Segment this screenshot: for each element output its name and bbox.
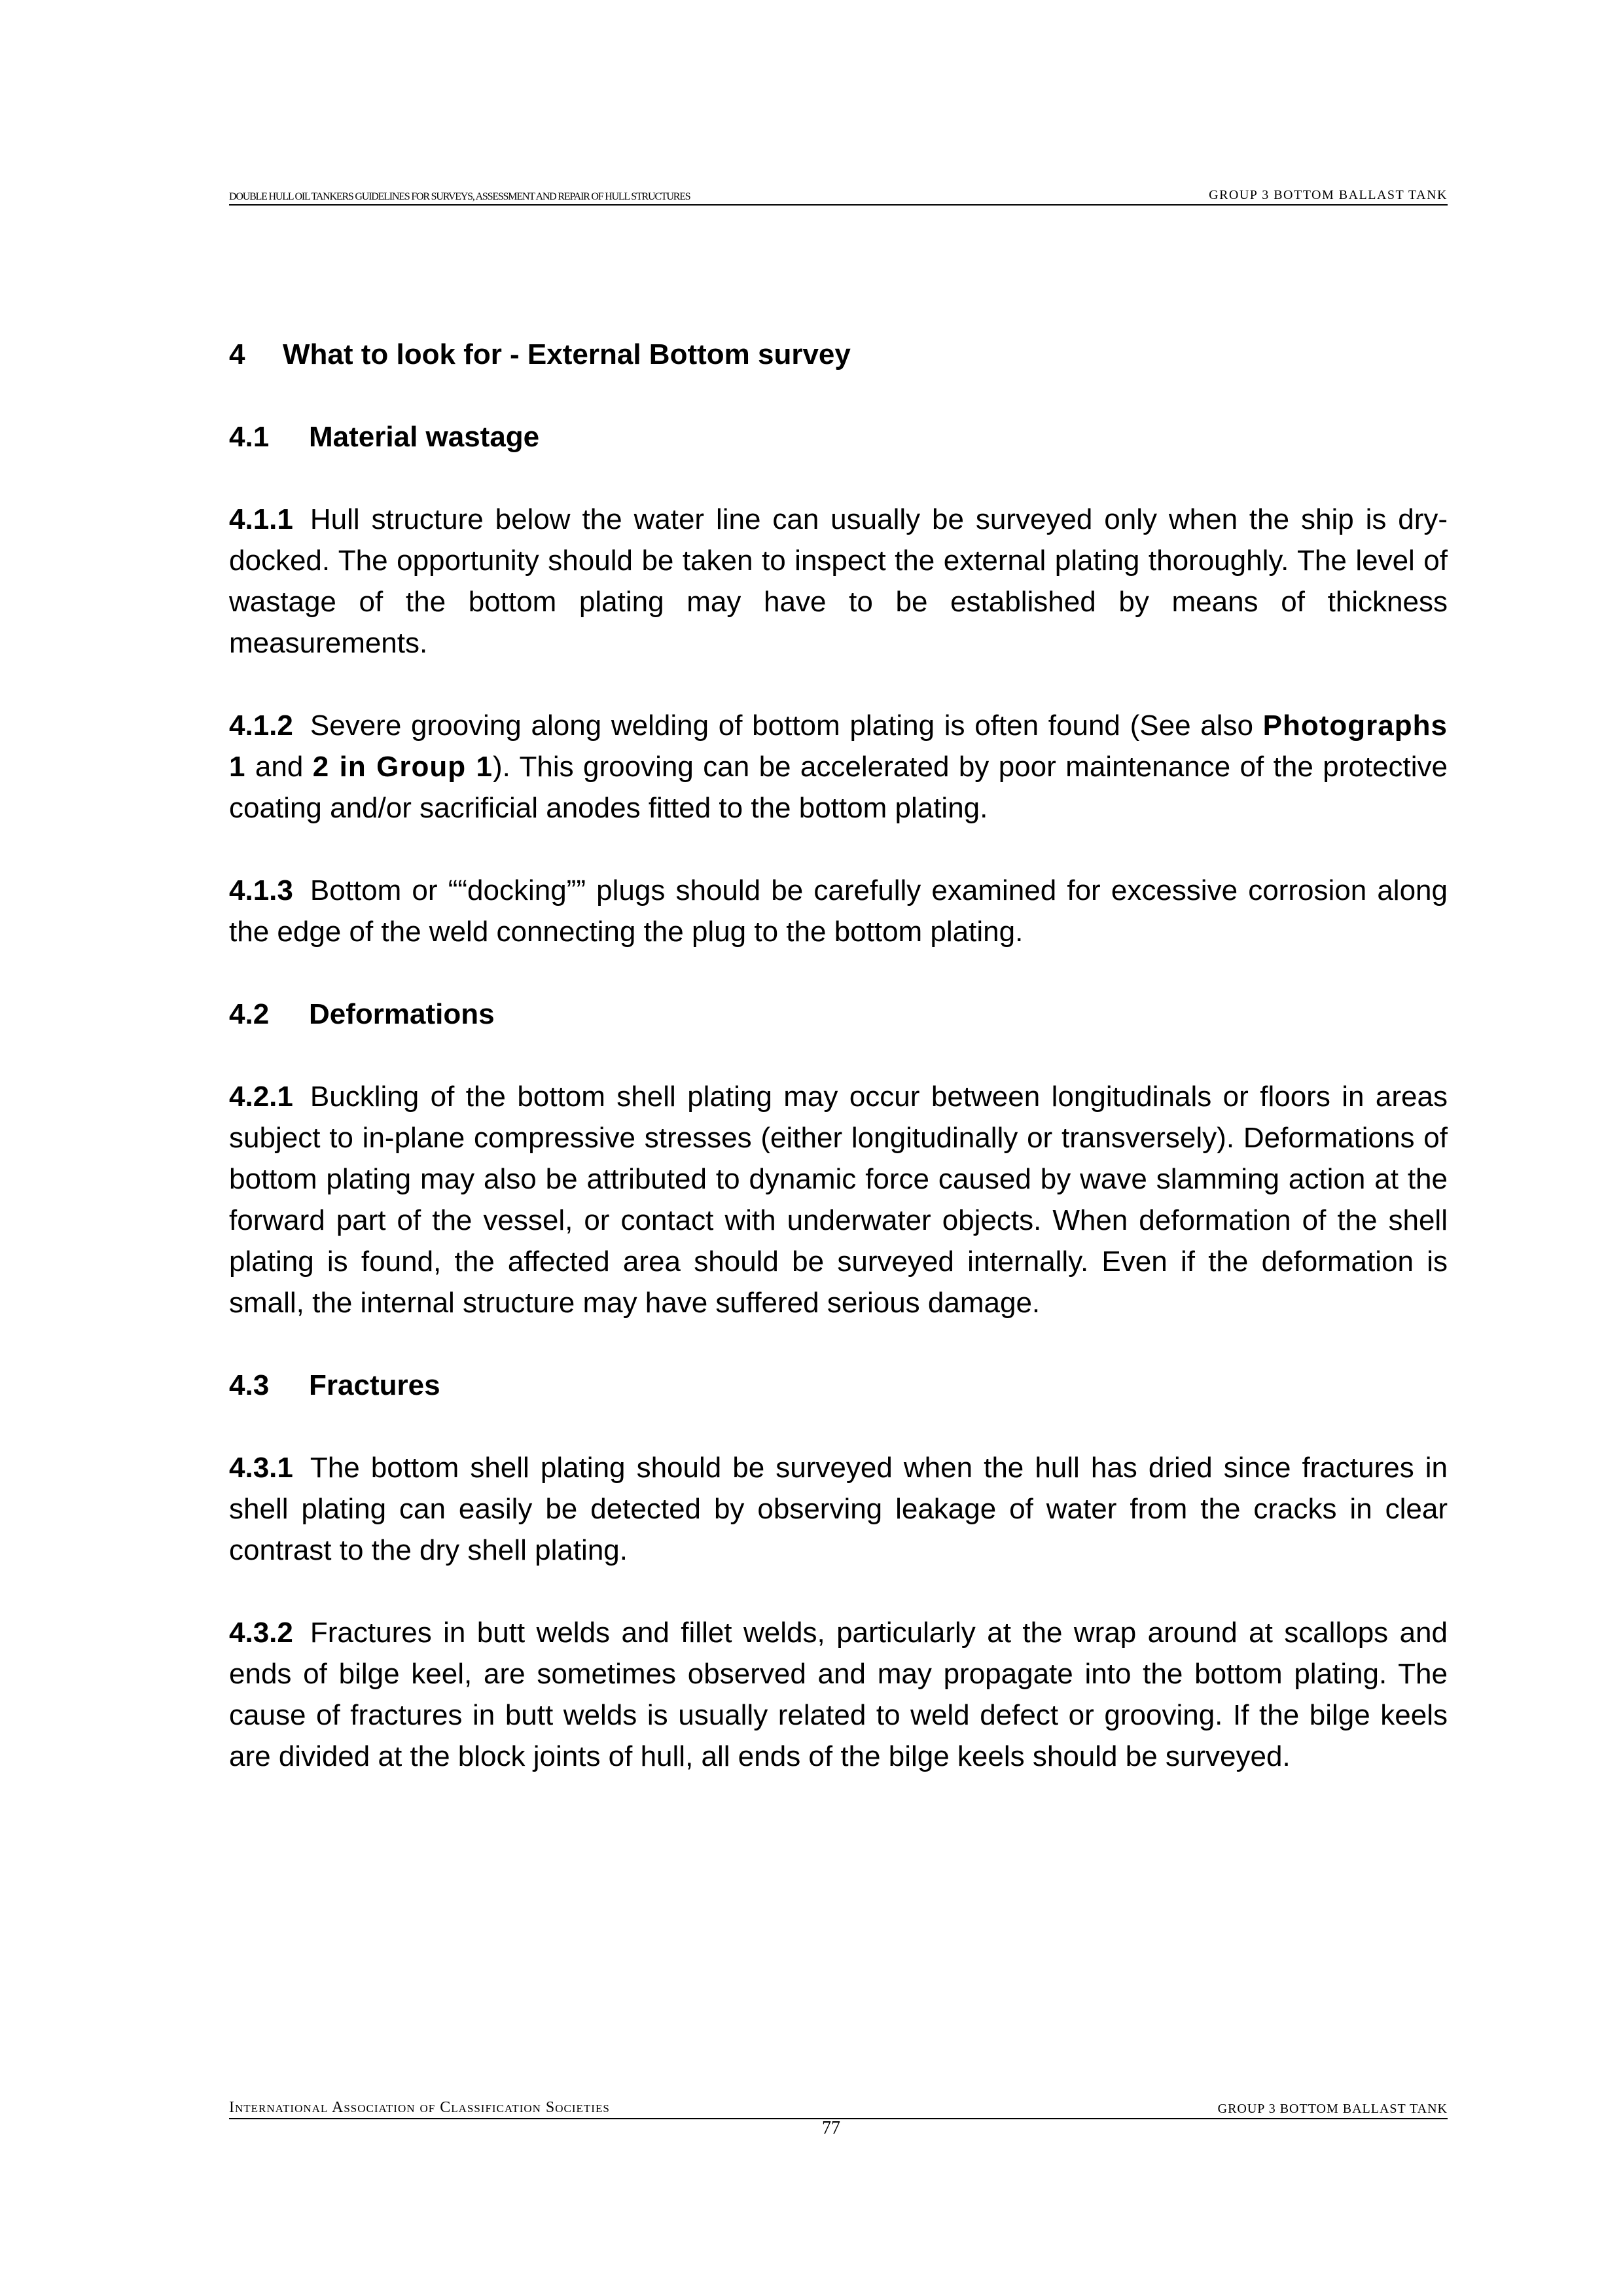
paragraph-4-3-1	[229, 1447, 1448, 1571]
paragraph-text: Severe grooving along welding of bottom plating is often found (See also	[310, 709, 1263, 742]
subsection-title: Material wastage	[309, 421, 540, 453]
subsection-number: 4.1	[229, 421, 270, 453]
subsection-heading-4-3	[229, 1365, 1448, 1406]
paragraph-number: 4.1.1	[229, 503, 293, 535]
page-footer	[229, 2100, 1448, 2119]
section-heading	[229, 334, 1448, 375]
paragraph-number: 4.1.2	[229, 709, 293, 742]
subsection-heading-4-1	[229, 416, 1448, 457]
section-title: What to look for - External Bottom survey	[283, 338, 851, 370]
paragraph-4-3-2	[229, 1612, 1448, 1777]
subsection-title: Deformations	[309, 998, 495, 1030]
page-header	[229, 187, 1448, 206]
footer-organization: International Association of Classification Societies	[229, 2099, 610, 2116]
paragraph-4-2-1	[229, 1076, 1448, 1323]
paragraph-4-1-3	[229, 870, 1448, 952]
header-document-title: DOUBLE HULL OIL TANKERS GUIDELINES FOR SURVEYS, ASSESSMENT AND REPAIR OF HULL STRUCTURES	[229, 191, 690, 202]
paragraph-text: ). This grooving can be accelerated by poor maintenance of the protective coating and/or sacrificial anodes fitted to the bottom plating.	[229, 751, 1448, 824]
header-group-title: GROUP 3 BOTTOM BALLAST TANK	[1209, 188, 1448, 202]
paragraph-text: Bottom or ““docking”” plugs should be carefully examined for excessive corrosion along the edge of the weld connecting the plug to the bottom plating.	[229, 874, 1448, 948]
page-number: 77	[822, 2118, 840, 2138]
paragraph-number: 4.3.2	[229, 1617, 293, 1649]
paragraph-text: and	[245, 751, 313, 783]
paragraph-number: 4.1.3	[229, 874, 293, 906]
paragraph-text: Buckling of the bottom shell plating may occur between longitudinals or floors in areas subject to in-plane compressive stresses (either longitudinally or transversely). Deformations of bottom plating may also be attributed to dynamic force caused by wave slamming action at the forward part of the vessel, or contact with underwater objects. When deformation of the shell plating is found, the affected area should be surveyed internally. Even if the deformation is small, the internal structure may have suffered serious damage.	[229, 1081, 1448, 1319]
section-number: 4	[229, 338, 245, 370]
paragraph-text: Hull structure below the water line can usually be surveyed only when the ship is dry-docked. The opportunity should be taken to inspect the external plating thoroughly. The level of wastage of the bottom plating may have to be established by means of thickness measurements.	[229, 503, 1448, 659]
paragraph-number: 4.2.1	[229, 1081, 293, 1113]
group-reference: 2 in Group 1	[312, 751, 493, 783]
footer-group-title: GROUP 3 BOTTOM BALLAST TANK	[1217, 2102, 1448, 2116]
subsection-heading-4-2	[229, 994, 1448, 1035]
subsection-title: Fractures	[309, 1369, 440, 1401]
subsection-number: 4.2	[229, 998, 270, 1030]
paragraph-text: Fractures in butt welds and fillet welds, particularly at the wrap around at scallops and ends of bilge keel, are sometimes observed and may propagate into the bottom plating. The cause of fractures in butt welds is usually related to weld defect or grooving. If the bilge keels are divided at the block joints of hull, all ends of the bilge keels should be surveyed.	[229, 1617, 1448, 1772]
paragraph-4-1-2	[229, 705, 1448, 829]
main-content	[229, 334, 1448, 1818]
paragraph-text: The bottom shell plating should be surveyed when the hull has dried since fractures in shell plating can easily be detected by observing leakage of water from the cracks in clear contrast to the dry shell plating.	[229, 1452, 1448, 1566]
subsection-number: 4.3	[229, 1369, 270, 1401]
photograph-reference: Photographs 1	[229, 709, 1448, 783]
paragraph-number: 4.3.1	[229, 1452, 293, 1484]
paragraph-4-1-1	[229, 499, 1448, 664]
